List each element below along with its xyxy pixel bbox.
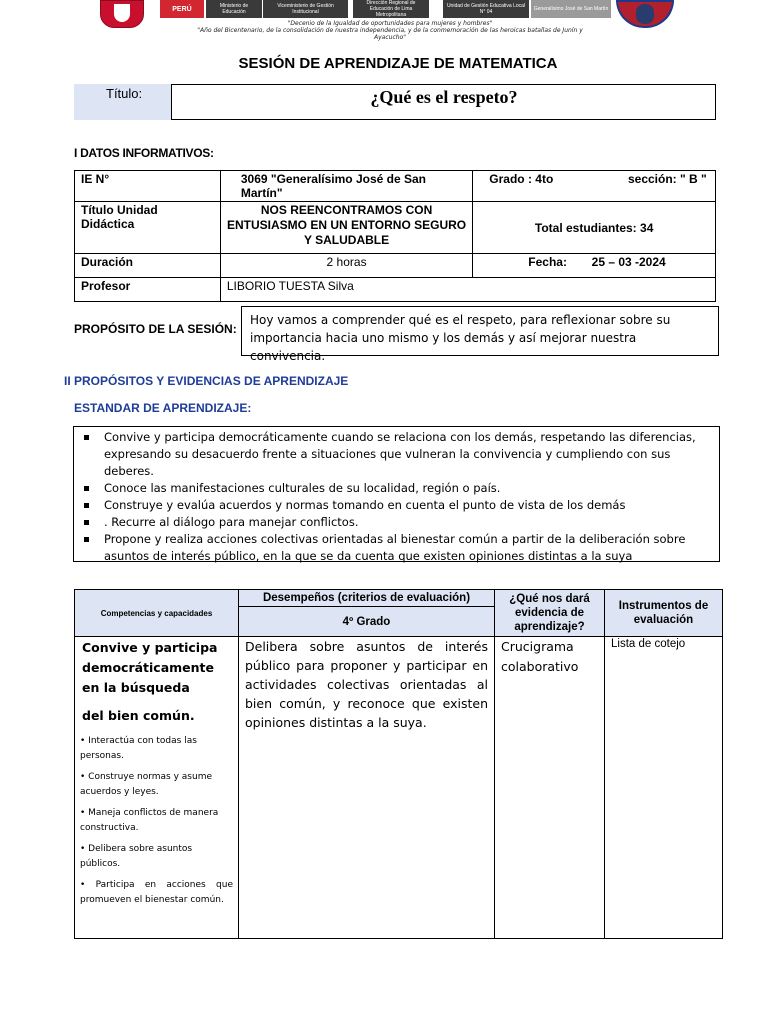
header-evidencia: ¿Qué nos dará evidencia de aprendizaje? <box>495 590 605 637</box>
header-box-ugel: Unidad de Gestión Educativa Local N° 04 <box>443 0 529 18</box>
competencia-title: Convive y participa democráticamente en la búsqueda <box>82 640 218 695</box>
estandar-box <box>73 426 720 562</box>
unidad-value: NOS REENCONTRAMOS CON ENTUSIASMO EN UN ENTORNO SEGURO Y SALUDABLE <box>220 202 472 254</box>
competencias-table <box>74 589 723 939</box>
motto-line-2: "Año del Bicentenario, de la consolidación de nuestra independencia, y de la conmemoración de las heroicas batallas de Junín y Ayacucho" <box>197 27 583 41</box>
duracion-label: Duración <box>75 254 221 278</box>
estandar-list <box>78 429 715 565</box>
competencia-cell <box>75 637 239 939</box>
grado-value: Grado : 4to <box>489 172 554 186</box>
total-estudiantes: Total estudiantes: 34 <box>473 202 716 254</box>
grado-seccion-cell <box>473 171 716 202</box>
section-propositos-heading: II PROPÓSITOS Y EVIDENCIAS DE APRENDIZAJE <box>64 374 349 388</box>
proposito-text: Hoy vamos a comprender qué es el respeto, para reflexionar sobre su importancia hacia uno mismo y los demás y así mejorar nuestra convivencia. <box>241 306 719 356</box>
estandar-item: Propone y realiza acciones colectivas orientadas al bienestar común a partir de la deliberación sobre asuntos de interés público, en la que se da cuenta que existen opiniones distintas a la suya <box>78 531 715 565</box>
header-box-drelm: Dirección Regional de Educación de Lima Metropolitana <box>353 0 429 18</box>
fecha-cell <box>473 254 716 278</box>
header-box-minedu: Ministerio de Educación <box>206 0 262 18</box>
page-title: SESIÓN DE APRENDIZAJE DE MATEMATICA <box>238 55 558 72</box>
unidad-label: Título Unidad Didáctica <box>75 202 221 254</box>
desempeno-text: Delibera sobre asuntos de interés público para proponer y participar en actividades colectivas orientadas al bien común, y reconoce que existen opiniones distintas a la suya. <box>239 637 495 939</box>
proposito-label: PROPÓSITO DE LA SESIÓN: <box>74 322 237 336</box>
titulo-label: Título: <box>74 84 172 120</box>
estandar-item: Construye y evalúa acuerdos y normas tomando en cuenta el punto de vista de los demás <box>78 497 715 514</box>
peru-coat-of-arms-logo <box>100 0 144 28</box>
school-shield-logo <box>616 0 674 28</box>
header-competencias: Competencias y capacidades <box>75 590 239 637</box>
capacidad-item: • Participa en acciones que promueven el bienestar común. <box>80 880 233 905</box>
titulo-value: ¿Qué es el respeto? <box>370 87 518 107</box>
evidencia-text: Crucigrama colaborativo <box>495 637 605 939</box>
fecha-label: Fecha: <box>528 255 567 269</box>
estandar-item: Convive y participa democráticamente cuando se relaciona con los demás, respetando las diferencias, expresando su desacuerdo frente a situaciones que vulneran la convivencia y cumpliendo con sus deberes. <box>78 429 715 480</box>
header-box-vice: Viceministerio de Gestión Institucional <box>263 0 348 18</box>
estandar-item: Conoce las manifestaciones culturales de su localidad, región o país. <box>78 480 715 497</box>
instrumento-text: Lista de cotejo <box>605 637 723 939</box>
header-motto <box>190 20 590 41</box>
estandar-heading: ESTANDAR DE APRENDIZAJE: <box>74 401 252 415</box>
estandar-item: . Recurre al diálogo para manejar conflictos. <box>78 514 715 531</box>
section-datos-heading: I DATOS INFORMATIVOS: <box>74 146 214 160</box>
header-grado: 4º Grado <box>239 607 495 637</box>
motto-line-1: "Decenio de la Igualdad de oportunidades para mujeres y hombres" <box>287 20 493 27</box>
ie-label: IE N° <box>75 171 221 202</box>
capacidad-item: • Maneja conflictos de manera constructiva. <box>80 808 219 833</box>
profesor-value: LIBORIO TUESTA Silva <box>220 278 715 302</box>
peru-flag-label: PERÚ <box>160 0 204 18</box>
competencia-title-2: del bien común. <box>82 708 195 723</box>
datos-table <box>74 170 716 302</box>
ie-value: 3069 "Generalísimo José de San Martín" <box>220 171 472 202</box>
header-instrumentos: Instrumentos de evaluación <box>605 590 723 637</box>
capacidad-item: • Interactúa con todas las personas. <box>80 736 197 761</box>
header-desempenos: Desempeños (criterios de evaluación) <box>239 590 495 607</box>
header-box-school: Generalísimo José de San Martín <box>531 0 611 18</box>
profesor-label: Profesor <box>75 278 221 302</box>
capacidad-item: • Delibera sobre asuntos públicos. <box>80 844 193 869</box>
seccion-value: sección: " B " <box>627 172 707 186</box>
capacidad-item: • Construye normas y asume acuerdos y leyes. <box>80 772 212 797</box>
duracion-value: 2 horas <box>220 254 472 278</box>
fecha-value: 25 – 03 -2024 <box>591 255 666 269</box>
